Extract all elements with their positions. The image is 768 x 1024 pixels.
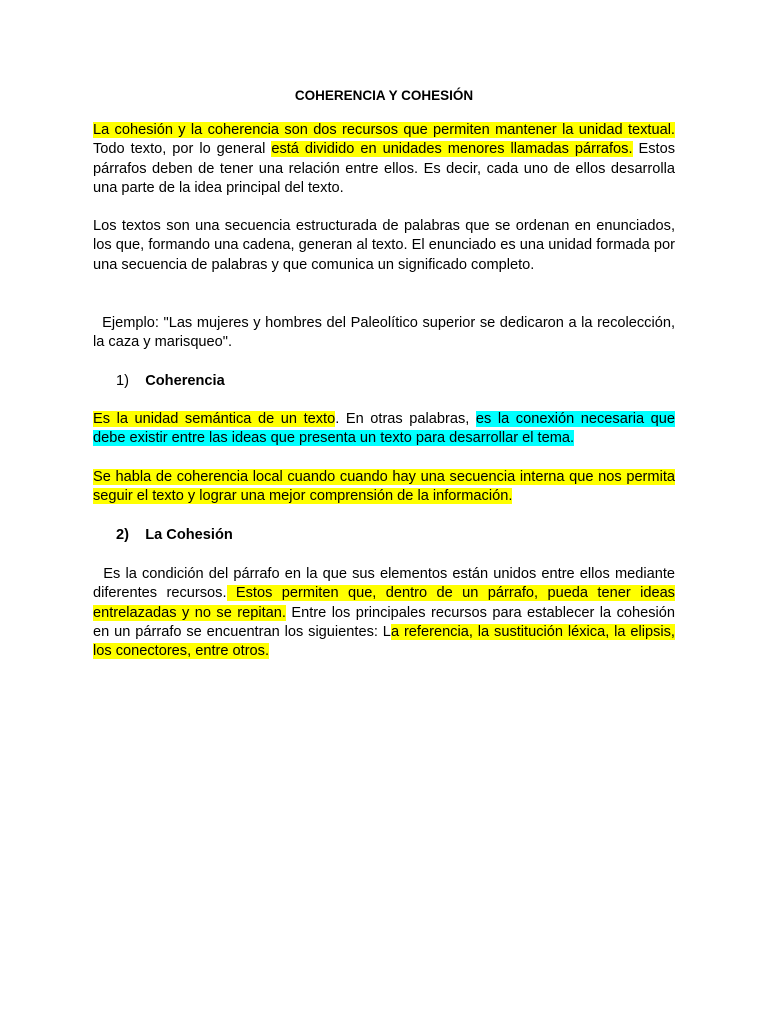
text-segment: Estos párrafos deben de tener una relación entre ellos. Es decir, cada uno de ellos desarrolla una parte de la idea principal del texto. <box>93 141 675 196</box>
paragraph-local-coherence <box>93 468 675 507</box>
paragraph-cohesion-definition <box>93 565 675 661</box>
heading-label: La Cohesión <box>145 527 233 543</box>
text-segment: Todo texto, por lo general <box>93 141 272 158</box>
paragraph-coherencia-definition <box>93 410 675 449</box>
highlight-local-coherence: Se habla de coherencia local cuando cuando hay una secuencia interna que nos permita seguir el texto y lograr una mejor comprensión de la información. <box>93 469 675 505</box>
heading-number: 1) <box>116 373 129 389</box>
heading-coherencia <box>116 372 225 391</box>
highlight-semantic-unity: Es la unidad semántica de un texto <box>93 411 336 427</box>
text-segment: . En otras palabras, <box>335 411 476 427</box>
paragraph-texts: Los textos son una secuencia estructurada de palabras que se ordenan en enunciados, los que, formando una cadena, generan al texto. El enunciado es una unidad formada por una secuencia de palabras y que comunica un significado completo. <box>93 218 675 273</box>
paragraph-example: Ejemplo: "Las mujeres y hombres del Paleolítico superior se dedicaron a la recolección, la caza y marisqueo". <box>93 315 675 351</box>
text-segment: Entre los principales recursos para establecer la cohesión en un párrafo se encuentran los siguientes: L <box>93 604 676 640</box>
highlight-cohesion-definition: La cohesión y la coherencia son dos recursos que permiten mantener la unidad textual. <box>93 122 675 138</box>
highlight-interlaced-ideas: Estos permiten que, dentro de un párrafo, pueda tener ideas entrelazadas y no se repitan. <box>93 585 675 621</box>
highlight-connection: es la conexión necesaria que debe existir entre las ideas que presenta un texto para desarrollar el tema. <box>93 411 675 447</box>
highlight-resources: a referencia, la sustitución léxica, la elipsis, los conectores, entre otros. <box>93 623 675 660</box>
heading-label: Coherencia <box>145 373 225 389</box>
heading-cohesion <box>116 526 233 545</box>
highlight-units: está dividido en unidades menores llamadas párrafos. <box>271 141 633 158</box>
heading-number: 2) <box>116 527 129 543</box>
paragraph-intro <box>93 121 675 198</box>
page-title: COHERENCIA Y COHESIÓN <box>294 88 474 103</box>
text-segment: Es la condición del párrafo en la que sus elementos están unidos entre ellos mediante diferentes recursos. <box>93 566 675 602</box>
